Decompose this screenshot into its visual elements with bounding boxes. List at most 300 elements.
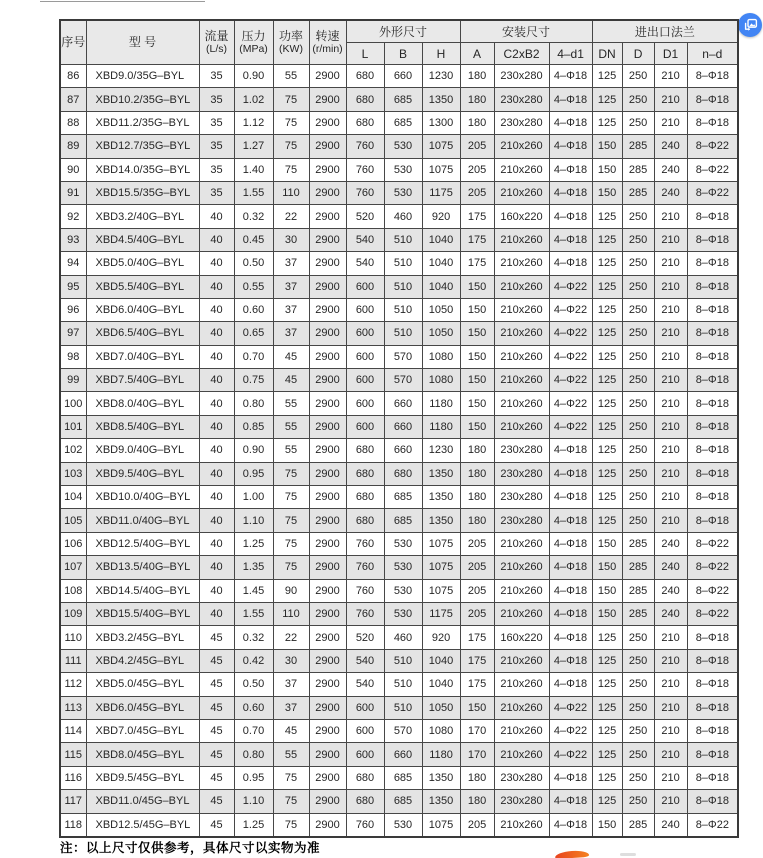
- table-cell: 210x260: [494, 392, 549, 415]
- table-cell: 90: [273, 579, 309, 602]
- table-cell: 125: [592, 111, 622, 134]
- table-cell: 75: [273, 766, 309, 789]
- table-cell: 2900: [309, 369, 346, 392]
- table-cell: 4–Φ18: [549, 228, 592, 251]
- table-cell: 4–Φ22: [549, 345, 592, 368]
- table-cell: 150: [592, 813, 622, 837]
- table-cell: 87: [60, 88, 86, 111]
- table-cell: 250: [622, 743, 654, 766]
- table-cell: 180: [460, 439, 494, 462]
- table-cell: 540: [346, 649, 384, 672]
- table-cell: 210x260: [494, 719, 549, 742]
- table-row: [60, 298, 738, 321]
- table-cell: 0.95: [234, 766, 273, 789]
- table-cell: 8–Φ18: [687, 88, 738, 111]
- col-header-flow: 流量 (L/s): [199, 20, 234, 65]
- table-cell: 4–Φ18: [549, 111, 592, 134]
- model-cell: XBD12.7/35G–BYL: [86, 135, 199, 158]
- table-cell: 8–Φ18: [687, 345, 738, 368]
- col-header-n-d: n–d: [687, 43, 738, 65]
- table-cell: 125: [592, 252, 622, 275]
- table-cell: 45: [273, 719, 309, 742]
- table-cell: 125: [592, 228, 622, 251]
- table-cell: 250: [622, 439, 654, 462]
- table-cell: 210x260: [494, 228, 549, 251]
- table-cell: 210: [654, 719, 687, 742]
- table-cell: 210x260: [494, 415, 549, 438]
- table-cell: 210x260: [494, 813, 549, 837]
- image-capture-icon[interactable]: [738, 13, 762, 37]
- table-cell: 1050: [422, 696, 460, 719]
- table-cell: 125: [592, 696, 622, 719]
- table-cell: 250: [622, 298, 654, 321]
- col-header-D1: D1: [654, 43, 687, 65]
- table-cell: 8–Φ18: [687, 439, 738, 462]
- table-cell: 150: [460, 322, 494, 345]
- table-cell: 37: [273, 673, 309, 696]
- table-cell: 285: [622, 135, 654, 158]
- table-cell: 680: [346, 486, 384, 509]
- table-cell: 8–Φ18: [687, 719, 738, 742]
- table-cell: 460: [384, 626, 422, 649]
- table-row: [60, 322, 738, 345]
- table-cell: 680: [346, 766, 384, 789]
- table-cell: 30: [273, 228, 309, 251]
- table-cell: 600: [346, 719, 384, 742]
- table-cell: 2900: [309, 696, 346, 719]
- table-row: [60, 532, 738, 555]
- table-cell: 1350: [422, 766, 460, 789]
- table-row: [60, 369, 738, 392]
- table-cell: 160x220: [494, 626, 549, 649]
- table-cell: 210x260: [494, 181, 549, 204]
- table-cell: 40: [199, 205, 234, 228]
- table-cell: 510: [384, 322, 422, 345]
- table-cell: 230x280: [494, 790, 549, 813]
- table-cell: 45: [199, 743, 234, 766]
- table-cell: 1300: [422, 111, 460, 134]
- table-cell: 240: [654, 135, 687, 158]
- partial-logo-swoosh: [555, 850, 589, 858]
- table-cell: 530: [384, 532, 422, 555]
- table-cell: 210: [654, 766, 687, 789]
- table-cell: 4–Φ18: [549, 556, 592, 579]
- table-cell: 210: [654, 462, 687, 485]
- table-cell: 8–Φ18: [687, 298, 738, 321]
- table-cell: 210x260: [494, 158, 549, 181]
- table-cell: 250: [622, 415, 654, 438]
- table-cell: 1180: [422, 392, 460, 415]
- table-cell: 510: [384, 649, 422, 672]
- table-cell: 2900: [309, 135, 346, 158]
- table-cell: 8–Φ18: [687, 462, 738, 485]
- table-cell: 150: [460, 275, 494, 298]
- table-cell: 150: [592, 556, 622, 579]
- table-row: [60, 556, 738, 579]
- table-cell: 4–Φ18: [549, 462, 592, 485]
- table-cell: 8–Φ22: [687, 556, 738, 579]
- table-cell: 210x260: [494, 673, 549, 696]
- table-cell: 285: [622, 602, 654, 625]
- table-cell: 2900: [309, 673, 346, 696]
- table-cell: 45: [199, 719, 234, 742]
- table-cell: 685: [384, 790, 422, 813]
- table-row: [60, 626, 738, 649]
- table-row: [60, 181, 738, 204]
- table-row: [60, 509, 738, 532]
- table-cell: 4–Φ18: [549, 626, 592, 649]
- table-cell: 250: [622, 626, 654, 649]
- table-cell: 530: [384, 158, 422, 181]
- model-cell: XBD11.0/45G–BYL: [86, 790, 199, 813]
- table-cell: 530: [384, 181, 422, 204]
- table-cell: 1075: [422, 579, 460, 602]
- table-cell: 170: [460, 743, 494, 766]
- table-cell: 125: [592, 298, 622, 321]
- table-cell: 600: [346, 345, 384, 368]
- table-cell: 103: [60, 462, 86, 485]
- table-cell: 125: [592, 322, 622, 345]
- model-cell: XBD4.2/45G–BYL: [86, 649, 199, 672]
- table-cell: 40: [199, 415, 234, 438]
- table-cell: 1040: [422, 649, 460, 672]
- table-cell: 45: [199, 766, 234, 789]
- table-cell: 210: [654, 275, 687, 298]
- table-cell: 250: [622, 696, 654, 719]
- table-cell: 1.00: [234, 486, 273, 509]
- table-cell: 4–Φ22: [549, 298, 592, 321]
- model-cell: XBD6.0/40G–BYL: [86, 298, 199, 321]
- table-cell: 250: [622, 369, 654, 392]
- table-cell: 230x280: [494, 462, 549, 485]
- table-cell: 40: [199, 298, 234, 321]
- table-cell: 125: [592, 743, 622, 766]
- table-cell: 600: [346, 369, 384, 392]
- model-cell: XBD7.0/45G–BYL: [86, 719, 199, 742]
- table-cell: 1.10: [234, 790, 273, 813]
- table-cell: 4–Φ22: [549, 743, 592, 766]
- table-cell: 2900: [309, 790, 346, 813]
- table-cell: 8–Φ18: [687, 65, 738, 88]
- table-cell: 0.32: [234, 626, 273, 649]
- table-cell: 1350: [422, 790, 460, 813]
- table-cell: 4–Φ18: [549, 135, 592, 158]
- table-row: [60, 766, 738, 789]
- table-cell: 8–Φ22: [687, 532, 738, 555]
- table-row: [60, 649, 738, 672]
- table-cell: 94: [60, 252, 86, 275]
- col-header-DN: DN: [592, 43, 622, 65]
- model-cell: XBD15.5/40G–BYL: [86, 602, 199, 625]
- table-cell: 760: [346, 532, 384, 555]
- table-cell: 180: [460, 65, 494, 88]
- table-cell: 210x260: [494, 602, 549, 625]
- table-cell: 55: [273, 415, 309, 438]
- table-cell: 99: [60, 369, 86, 392]
- table-cell: 760: [346, 556, 384, 579]
- table-cell: 2900: [309, 602, 346, 625]
- table-cell: 45: [273, 369, 309, 392]
- table-cell: 205: [460, 579, 494, 602]
- table-cell: 91: [60, 181, 86, 204]
- table-cell: 102: [60, 439, 86, 462]
- table-cell: 2900: [309, 415, 346, 438]
- model-cell: XBD9.0/40G–BYL: [86, 439, 199, 462]
- table-cell: 0.90: [234, 65, 273, 88]
- table-cell: 1040: [422, 252, 460, 275]
- table-cell: 22: [273, 626, 309, 649]
- table-cell: 230x280: [494, 486, 549, 509]
- table-cell: 210x260: [494, 649, 549, 672]
- table-cell: 520: [346, 626, 384, 649]
- table-cell: 240: [654, 158, 687, 181]
- table-cell: 125: [592, 275, 622, 298]
- col-header-model: 型 号: [86, 20, 199, 65]
- table-cell: 210: [654, 486, 687, 509]
- table-cell: 45: [199, 626, 234, 649]
- table-cell: 40: [199, 322, 234, 345]
- table-cell: 760: [346, 813, 384, 837]
- table-cell: 1075: [422, 532, 460, 555]
- table-cell: 40: [199, 392, 234, 415]
- table-cell: 55: [273, 392, 309, 415]
- table-cell: 570: [384, 345, 422, 368]
- col-header-serial: 序号: [60, 20, 86, 65]
- table-cell: 96: [60, 298, 86, 321]
- table-cell: 205: [460, 556, 494, 579]
- table-cell: 4–Φ22: [549, 322, 592, 345]
- table-cell: 1075: [422, 813, 460, 837]
- model-cell: XBD9.5/40G–BYL: [86, 462, 199, 485]
- table-cell: 660: [384, 439, 422, 462]
- table-cell: 205: [460, 135, 494, 158]
- table-cell: 40: [199, 345, 234, 368]
- table-cell: 4–Φ18: [549, 532, 592, 555]
- table-cell: 760: [346, 135, 384, 158]
- table-cell: 0.55: [234, 275, 273, 298]
- table-row: [60, 743, 738, 766]
- table-cell: 2900: [309, 65, 346, 88]
- table-cell: 8–Φ18: [687, 649, 738, 672]
- table-cell: 210: [654, 369, 687, 392]
- model-cell: XBD6.0/45G–BYL: [86, 696, 199, 719]
- table-cell: 75: [273, 509, 309, 532]
- table-cell: 8–Φ18: [687, 111, 738, 134]
- table-cell: 2900: [309, 111, 346, 134]
- table-cell: 210: [654, 111, 687, 134]
- table-cell: 2900: [309, 766, 346, 789]
- table-cell: 1040: [422, 673, 460, 696]
- table-cell: 125: [592, 509, 622, 532]
- table-cell: 4–Φ18: [549, 205, 592, 228]
- table-cell: 37: [273, 696, 309, 719]
- table-cell: 210: [654, 415, 687, 438]
- table-cell: 210: [654, 649, 687, 672]
- table-cell: 1080: [422, 345, 460, 368]
- table-cell: 250: [622, 322, 654, 345]
- table-cell: 250: [622, 673, 654, 696]
- table-cell: 75: [273, 135, 309, 158]
- table-cell: 8–Φ22: [687, 181, 738, 204]
- table-cell: 98: [60, 345, 86, 368]
- table-cell: 1.25: [234, 813, 273, 837]
- table-cell: 1.35: [234, 556, 273, 579]
- table-cell: 680: [346, 462, 384, 485]
- table-cell: 210x260: [494, 322, 549, 345]
- table-row: [60, 65, 738, 88]
- table-cell: 40: [199, 556, 234, 579]
- table-cell: 8–Φ18: [687, 415, 738, 438]
- table-cell: 35: [199, 135, 234, 158]
- model-cell: XBD11.0/40G–BYL: [86, 509, 199, 532]
- table-cell: 250: [622, 790, 654, 813]
- table-cell: 125: [592, 719, 622, 742]
- table-cell: 510: [384, 696, 422, 719]
- table-cell: 125: [592, 65, 622, 88]
- table-cell: 150: [460, 369, 494, 392]
- table-cell: 40: [199, 486, 234, 509]
- table-cell: 8–Φ18: [687, 205, 738, 228]
- table-cell: 570: [384, 719, 422, 742]
- table-cell: 2900: [309, 298, 346, 321]
- table-cell: 8–Φ18: [687, 626, 738, 649]
- table-cell: 570: [384, 369, 422, 392]
- table-cell: 250: [622, 88, 654, 111]
- table-cell: 285: [622, 532, 654, 555]
- table-cell: 210: [654, 509, 687, 532]
- table-cell: 250: [622, 486, 654, 509]
- table-cell: 1350: [422, 509, 460, 532]
- table-cell: 100: [60, 392, 86, 415]
- table-row: [60, 790, 738, 813]
- table-cell: 109: [60, 602, 86, 625]
- model-cell: XBD3.2/40G–BYL: [86, 205, 199, 228]
- model-cell: XBD4.5/40G–BYL: [86, 228, 199, 251]
- table-cell: 55: [273, 743, 309, 766]
- table-cell: 40: [199, 369, 234, 392]
- model-cell: XBD10.0/40G–BYL: [86, 486, 199, 509]
- col-header-L: L: [346, 43, 384, 65]
- table-cell: 8–Φ18: [687, 509, 738, 532]
- table-cell: 0.50: [234, 252, 273, 275]
- table-cell: 680: [346, 88, 384, 111]
- table-cell: 112: [60, 673, 86, 696]
- table-cell: 285: [622, 579, 654, 602]
- pump-spec-table: [59, 19, 739, 838]
- table-cell: 4–Φ18: [549, 181, 592, 204]
- table-cell: 250: [622, 111, 654, 134]
- table-cell: 35: [199, 158, 234, 181]
- table-cell: 4–Φ18: [549, 439, 592, 462]
- model-cell: XBD15.5/35G–BYL: [86, 181, 199, 204]
- table-cell: 125: [592, 790, 622, 813]
- table-cell: 8–Φ18: [687, 743, 738, 766]
- table-cell: 180: [460, 790, 494, 813]
- table-cell: 685: [384, 486, 422, 509]
- table-cell: 110: [273, 181, 309, 204]
- table-cell: 40: [199, 228, 234, 251]
- table-cell: 125: [592, 766, 622, 789]
- table-cell: 210x260: [494, 298, 549, 321]
- table-cell: 125: [592, 88, 622, 111]
- table-cell: 1080: [422, 369, 460, 392]
- table-cell: 118: [60, 813, 86, 837]
- table-cell: 250: [622, 649, 654, 672]
- table-cell: 760: [346, 579, 384, 602]
- table-cell: 240: [654, 556, 687, 579]
- table-cell: 8–Φ22: [687, 602, 738, 625]
- table-cell: 150: [592, 135, 622, 158]
- table-cell: 4–Φ18: [549, 673, 592, 696]
- table-cell: 210x260: [494, 135, 549, 158]
- table-cell: 104: [60, 486, 86, 509]
- table-cell: 240: [654, 602, 687, 625]
- table-cell: 2900: [309, 486, 346, 509]
- table-cell: 250: [622, 392, 654, 415]
- table-cell: 240: [654, 579, 687, 602]
- table-cell: 4–Φ22: [549, 275, 592, 298]
- table-cell: 210: [654, 298, 687, 321]
- table-cell: 150: [460, 392, 494, 415]
- table-cell: 210x260: [494, 696, 549, 719]
- table-cell: 210: [654, 673, 687, 696]
- table-cell: 540: [346, 673, 384, 696]
- table-cell: 1350: [422, 486, 460, 509]
- model-cell: XBD8.0/40G–BYL: [86, 392, 199, 415]
- table-cell: 113: [60, 696, 86, 719]
- table-cell: 210x260: [494, 532, 549, 555]
- table-row: [60, 719, 738, 742]
- table-cell: 250: [622, 462, 654, 485]
- table-cell: 4–Φ22: [549, 696, 592, 719]
- table-cell: 540: [346, 252, 384, 275]
- table-cell: 680: [346, 65, 384, 88]
- group-header-outline-dims: 外形尺寸: [346, 20, 460, 43]
- table-row: [60, 392, 738, 415]
- table-cell: 0.80: [234, 392, 273, 415]
- table-cell: 250: [622, 766, 654, 789]
- table-cell: 230x280: [494, 509, 549, 532]
- table-cell: 37: [273, 322, 309, 345]
- table-cell: 660: [384, 65, 422, 88]
- table-cell: 0.65: [234, 322, 273, 345]
- table-cell: 150: [460, 696, 494, 719]
- group-header-install-dims: 安装尺寸: [460, 20, 592, 43]
- table-cell: 75: [273, 556, 309, 579]
- table-cell: 40: [199, 579, 234, 602]
- table-cell: 105: [60, 509, 86, 532]
- table-cell: 285: [622, 181, 654, 204]
- table-cell: 75: [273, 462, 309, 485]
- model-cell: XBD11.2/35G–BYL: [86, 111, 199, 134]
- table-cell: 45: [273, 345, 309, 368]
- table-cell: 8–Φ22: [687, 579, 738, 602]
- table-cell: 150: [460, 345, 494, 368]
- table-cell: 530: [384, 135, 422, 158]
- model-cell: XBD9.0/35G–BYL: [86, 65, 199, 88]
- table-cell: 8–Φ18: [687, 790, 738, 813]
- table-cell: 0.75: [234, 369, 273, 392]
- table-cell: 2900: [309, 228, 346, 251]
- table-row: [60, 579, 738, 602]
- table-cell: 2900: [309, 556, 346, 579]
- table-cell: 240: [654, 813, 687, 837]
- table-cell: 40: [199, 275, 234, 298]
- table-cell: 2900: [309, 181, 346, 204]
- table-cell: 2900: [309, 322, 346, 345]
- group-header-flange: 进出口法兰: [592, 20, 738, 43]
- table-cell: 30: [273, 649, 309, 672]
